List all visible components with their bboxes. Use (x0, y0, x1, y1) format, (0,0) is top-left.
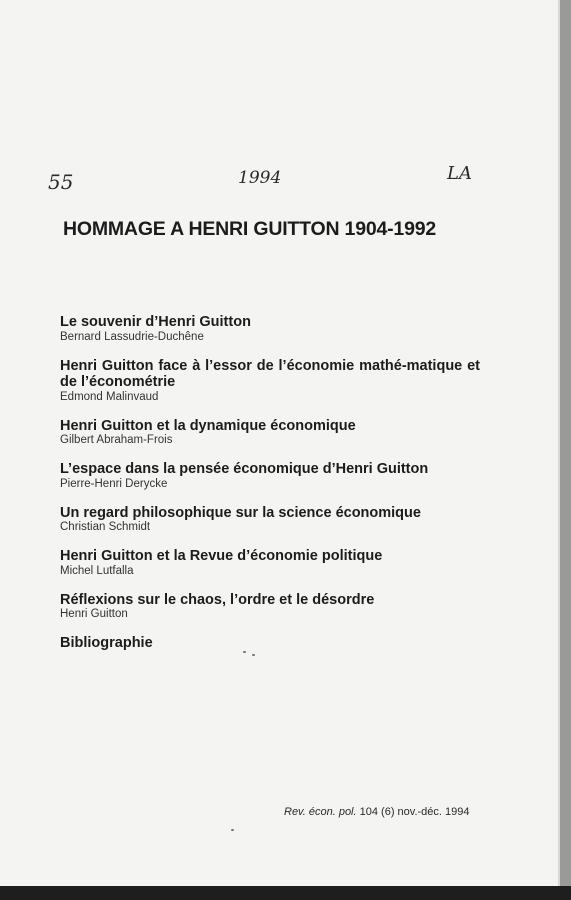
toc-item-author: Edmond Malinvaud (60, 390, 159, 403)
toc-item (60, 358, 480, 404)
scan-speck (252, 654, 255, 656)
toc-item-author: Henri Guitton (60, 608, 128, 620)
toc-item (60, 548, 480, 578)
toc-item (60, 418, 480, 448)
handwritten-note-number: 55 (48, 170, 74, 194)
table-of-contents (60, 314, 480, 666)
toc-item-author: Michel Lutfalla (60, 564, 134, 577)
handwritten-note-year: 1994 (238, 168, 282, 188)
toc-item-title: L’espace dans la pensée économique d’Henri Guitton (60, 461, 429, 477)
scan-speck (231, 829, 234, 831)
handwritten-note-initials: LA (447, 163, 472, 184)
toc-item-title: Le souvenir d’Henri Guitton (60, 314, 251, 330)
toc-item-title: Un regard philosophique sur la science économique (60, 504, 421, 521)
toc-item-title: Réflexions sur le chaos, l’ordre et le désordre (60, 591, 375, 608)
journal-issue-details: 104 (6) nov.-déc. 1994 (359, 806, 470, 818)
toc-item (60, 592, 480, 622)
toc-item-author: Christian Schmidt (60, 521, 151, 533)
scan-page-edge-right (560, 0, 571, 900)
toc-item (60, 635, 480, 652)
toc-item-title: Henri Guitton et la dynamique économique (60, 417, 356, 434)
page-title: HOMMAGE A HENRI GUITTON 1904-1992 (63, 218, 437, 240)
toc-item-author: Gilbert Abraham-Frois (60, 434, 173, 446)
toc-item-author: Pierre-Henri Derycke (60, 477, 168, 490)
toc-item (60, 505, 480, 535)
toc-item-title: Henri Guitton face à l’essor de l’économie mathé-matique et de l’économétrie (60, 357, 480, 390)
toc-item-title: Bibliographie (60, 635, 153, 651)
journal-citation (284, 806, 470, 818)
journal-abbreviation: Rev. écon. pol. (284, 806, 357, 818)
scan-speck (243, 651, 246, 653)
toc-item-title: Henri Guitton et la Revue d’économie politique (60, 548, 383, 564)
toc-item (60, 314, 480, 344)
toc-item (60, 461, 480, 491)
toc-item-author: Bernard Lassudrie-Duchêne (60, 330, 204, 343)
scan-page-edge-bottom (0, 886, 571, 900)
